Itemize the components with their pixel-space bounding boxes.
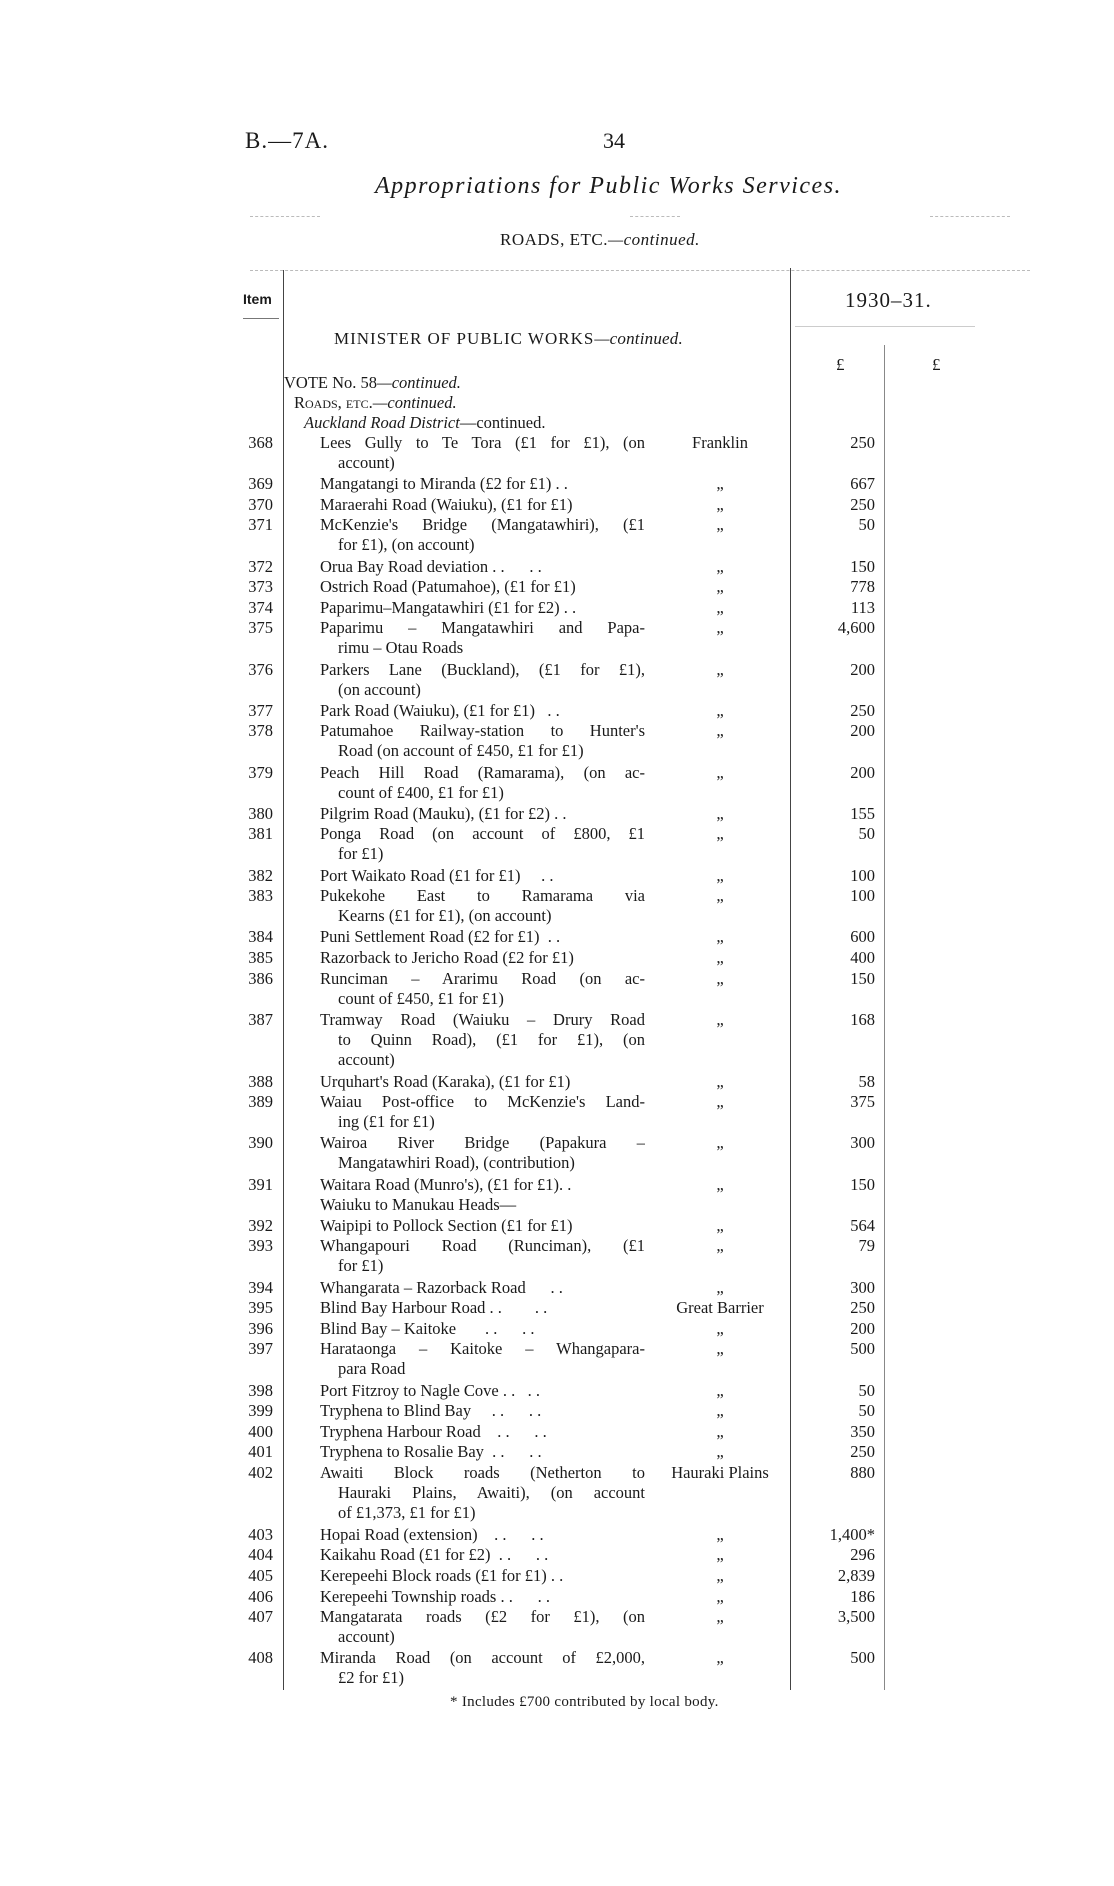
description-line: for £1) [338,844,384,864]
electoral-district: „ [716,1421,724,1441]
item-description [320,1010,645,1070]
electoral-district: „ [716,1401,724,1421]
item-number: 372 [248,556,273,576]
item-number: 380 [248,803,273,823]
footnote: * Includes £700 contributed by local body. [450,1694,719,1710]
description-line: Razorback to Jericho Road (£2 for £1) [320,948,574,967]
vote-heading [284,373,461,393]
roads-main: Roads, etc. [294,393,373,412]
item-number: 391 [248,1174,273,1194]
amount-value: 350 [850,1421,875,1441]
electoral-district: „ [716,1009,724,1029]
item-description [320,927,645,947]
item-number: 382 [248,865,273,885]
description-line: Blind Bay – Kaitoke . . . . [320,1318,535,1338]
electoral-district: „ [716,1607,724,1627]
description-line: ing (£1 for £1) [338,1112,435,1132]
electoral-district: „ [716,1092,724,1112]
item-number: 407 [248,1607,273,1627]
description-line: Runciman – Ararimu Road (on ac- [320,968,645,988]
item-number: 387 [248,1009,273,1029]
description-line: Tryphena Harbour Road . . . . [320,1421,547,1441]
description-line: Whangarata – Razorback Road . . [320,1277,563,1297]
amount-value: 100 [850,886,875,906]
electoral-district: „ [716,1277,724,1297]
item-number: 398 [248,1380,273,1400]
electoral-district: „ [716,1586,724,1606]
description-line: count of £400, £1 for £1) [338,782,504,802]
amount-value: 500 [850,1648,875,1668]
item-number: 378 [248,721,273,741]
item-number: 369 [248,474,273,494]
item-description [320,1587,645,1607]
electoral-district: „ [716,597,724,617]
description-line: Port Fitzroy to Nagle Cove . . . . [320,1380,540,1400]
item-number: 396 [248,1318,273,1338]
item-number: 389 [248,1092,273,1112]
amount-value: 250 [850,700,875,720]
electoral-district: „ [716,515,724,535]
item-number: 395 [248,1298,273,1318]
description-line: Kerepeehi Block roads (£1 for £1) . . [320,1566,564,1585]
amount-value: 113 [850,597,875,617]
item-number: 394 [248,1277,273,1297]
electoral-district: „ [716,824,724,844]
description-line: Ponga Road (on account of £800, £1 [320,824,645,844]
item-description [320,866,645,886]
item-description [320,1381,645,1401]
item-description [320,1401,645,1421]
electoral-district: „ [716,1524,724,1544]
description-line: Pilgrim Road (Mauku), (£1 for £2) . . [320,803,567,823]
amount-value: 667 [850,474,875,494]
column-header-item: Item [243,291,272,307]
item-description [320,1072,645,1092]
description-line: Waitara Road (Munro's), (£1 for £1). . [320,1174,572,1194]
amount-value: 400 [850,948,875,967]
vote-main: VOTE No. 58 [284,373,378,392]
description-line: count of £450, £1 for £1) [338,988,504,1008]
item-number: 368 [248,433,273,452]
description-line: Mangatangi to Miranda (£2 for £1) . . [320,474,568,494]
item-description [320,1216,645,1236]
amount-value: 500 [850,1339,875,1359]
item-description [320,660,645,700]
item-description [320,721,645,761]
item-number: 390 [248,1133,273,1153]
amount-value: 150 [850,556,875,576]
description-line: Patumahoe Railway-station to Hunter's [320,721,645,741]
description-line: Paparimu–Mangatawhiri (£1 for £2) . . [320,597,577,617]
description-line: Puni Settlement Road (£2 for £1) . . [320,927,561,947]
description-line: account) [338,453,395,472]
description-line: Waiau Post-office to McKenzie's Land- [320,1092,645,1112]
item-number: 373 [248,577,273,597]
currency-symbol-2: £ [932,355,941,374]
description-line: Whangapouri Road (Runciman), (£1 [320,1236,645,1256]
description-line: Peach Hill Road (Ramarama), (on ac- [320,762,645,782]
item-number: 379 [248,762,273,782]
description-line: £2 for £1) [338,1668,404,1688]
currency-symbol-1: £ [836,355,845,374]
description-line: Wairoa River Bridge (Papakura – [320,1133,645,1153]
amount-value: 296 [850,1545,875,1565]
electoral-district: „ [716,1236,724,1256]
electoral-district: „ [716,865,724,885]
electoral-district: „ [716,1071,724,1091]
decor-rule [930,216,1010,217]
description-line: (on account) [338,679,421,699]
description-line: Kerepeehi Township roads . . . . [320,1586,550,1606]
description-line: Harataonga – Kaitoke – Whangapara- [320,1339,645,1359]
item-number: 406 [248,1586,273,1606]
amount-value: 79 [858,1236,875,1256]
electoral-district: „ [716,886,724,906]
item-number: 404 [248,1545,273,1565]
amount-value: 200 [850,721,875,741]
decor-rule [630,216,680,217]
electoral-district: „ [716,948,724,967]
description-line: Orua Bay Road deviation . . . . [320,556,542,576]
description-line: account) [338,1627,395,1647]
description-line: for £1), (on account) [338,535,475,555]
amount-value: 778 [850,577,875,597]
electoral-district: „ [716,1442,724,1462]
description-line: McKenzie's Bridge (Mangatawhiri), (£1 [320,515,645,535]
electoral-district: „ [716,1215,724,1235]
electoral-district: „ [716,968,724,988]
description-line: Tryphena to Blind Bay . . . . [320,1401,542,1421]
item-description [320,577,645,597]
electoral-district: „ [716,1545,724,1565]
electoral-district: „ [716,762,724,782]
description-line: para Road [338,1359,406,1379]
description-line: Port Waikato Road (£1 for £1) . . [320,865,554,885]
electoral-district: „ [716,1648,724,1668]
item-number: 375 [248,618,273,638]
description-line: Paparimu – Mangatawhiri and Papa- [320,618,645,638]
item-number: 374 [248,597,273,617]
vote-continued: —continued. [377,373,461,392]
electoral-district: Franklin [692,433,748,452]
amount-value: 150 [850,1174,875,1194]
amount-value: 168 [850,1009,875,1029]
subtitle-main: ROADS, ETC. [500,230,608,249]
item-description [320,1442,645,1462]
item-column-divider [283,270,284,1690]
description-line: Mangatarata roads (£2 for £1), (on [320,1607,645,1627]
item-number: 383 [248,886,273,906]
item-description [320,1319,645,1339]
amount-value: 300 [850,1133,875,1153]
description-line: Awaiti Block roads (Netherton to [320,1463,645,1482]
electoral-district: „ [716,803,724,823]
amount-value: 150 [850,968,875,988]
item-description [320,1545,645,1565]
item-number: 370 [248,494,273,514]
page-title: Appropriations for Public Works Services. [375,173,843,199]
roads-heading [294,393,457,413]
column-header-year: 1930–31. [845,288,932,312]
description-line: Urquhart's Road (Karaka), (£1 for £1) [320,1071,571,1091]
item-description [320,1175,645,1195]
description-line: for £1) [338,1256,384,1276]
item-description [320,1648,645,1688]
electoral-district: „ [716,659,724,679]
item-number: 381 [248,824,273,844]
description-line: Tramway Road (Waiuku – Drury Road [320,1009,645,1029]
amount-value: 2,839 [837,1566,875,1585]
amount-value: 3,500 [837,1607,875,1627]
description-line: of £1,373, £1 for £1) [338,1503,476,1522]
item-description [320,1463,645,1523]
minister-continued: —continued. [594,329,683,348]
item-number: 388 [248,1071,273,1091]
electoral-district: „ [716,700,724,720]
amount-value: 58 [858,1071,875,1091]
description-line: Miranda Road (on account of £2,000, [320,1648,645,1668]
electoral-district: Hauraki Plains [671,1463,769,1482]
electoral-district: „ [716,474,724,494]
description-line: Hopai Road (extension) . . . . [320,1524,544,1544]
subtitle-continued: —continued. [607,230,700,249]
electoral-district: „ [716,556,724,576]
item-number: 377 [248,700,273,720]
item-description [320,1133,645,1173]
item-number: 401 [248,1442,273,1462]
amount-value: 50 [858,824,875,844]
description-line: Hauraki Plains, Awaiti), (on account [338,1483,645,1502]
item-description [320,1298,645,1318]
district-main: Auckland Road District [304,413,460,432]
electoral-district: „ [716,1133,724,1153]
description-line: to Quinn Road), (£1 for £1), (on [338,1029,645,1049]
item-description [320,433,645,473]
amount-value: 4,600 [837,618,875,638]
amount-value: 250 [850,433,875,452]
minister-heading [334,329,683,349]
item-description [320,701,645,721]
electoral-district: „ [716,1318,724,1338]
description-line: rimu – Otau Roads [338,638,464,658]
district-continued: —continued. [459,413,546,432]
electoral-district: „ [716,618,724,638]
section-subtitle [500,230,700,250]
amount-value: 200 [850,1318,875,1338]
description-line: Kearns (£1 for £1), (on account) [338,906,552,926]
item-number: 393 [248,1236,273,1256]
electoral-district: „ [716,1380,724,1400]
electoral-district: „ [716,494,724,514]
amount-value: 155 [850,803,875,823]
item-number: 386 [248,968,273,988]
item-number: 405 [248,1566,273,1585]
item-description [320,474,645,494]
item-description [320,1525,645,1545]
item-description [320,1422,645,1442]
amount-value: 300 [850,1277,875,1297]
electoral-district: „ [716,577,724,597]
amount-value: 200 [850,762,875,782]
electoral-district: „ [716,1339,724,1359]
item-number: 403 [248,1524,273,1544]
item-description [320,618,645,658]
item-description [320,804,645,824]
item-description [320,969,645,1009]
item-number: 402 [248,1463,273,1482]
item-description [320,598,645,618]
item-number: 392 [248,1215,273,1235]
description-line: Ostrich Road (Patumahoe), (£1 for £1) [320,577,576,597]
item-description [320,557,645,577]
item-header-rule [243,318,279,319]
subheading-line: Waiuku to Manukau Heads— [320,1195,517,1215]
year-header-rule [795,326,975,327]
electoral-district: „ [716,721,724,741]
description-line: Pukekohe East to Ramarama via [320,886,645,906]
description-line: Kaikahu Road (£1 for £2) . . . . [320,1545,549,1565]
electoral-district: „ [716,1566,724,1585]
page-number: 34 [603,128,625,153]
description-line: Parkers Lane (Buckland), (£1 for £1), [320,659,645,679]
description-line: Blind Bay Harbour Road . . . . [320,1298,548,1318]
amount-value: 375 [850,1092,875,1112]
minister-main: MINISTER OF PUBLIC WORKS [334,329,595,348]
description-line: Tryphena to Rosalie Bay . . . . [320,1442,542,1462]
electoral-district: Great Barrier [676,1298,764,1318]
item-description [320,1607,645,1647]
table-top-rule [250,270,1030,271]
item-description [320,1092,645,1132]
item-number: 397 [248,1339,273,1359]
amount-value: 1,400* [829,1524,875,1544]
description-line: Lees Gully to Te Tora (£1 for £1), (on [320,433,645,452]
amount-value: 200 [850,659,875,679]
item-description [320,1278,645,1298]
amount-value: 100 [850,865,875,885]
amount-value: 250 [850,1298,875,1318]
decor-rule [250,216,320,217]
district-heading [304,413,546,433]
item-description [320,886,645,926]
electoral-district: „ [716,1174,724,1194]
amount-value: 50 [858,1380,875,1400]
item-number: 399 [248,1401,273,1421]
description-line: Waipipi to Pollock Section (£1 for £1) [320,1215,573,1235]
item-number: 408 [248,1648,273,1668]
item-number: 385 [248,948,273,967]
amount-value: 880 [850,1463,875,1482]
amount-value: 564 [850,1215,875,1235]
total-column-divider [884,345,885,1690]
item-description [320,515,645,555]
amount-value: 250 [850,494,875,514]
item-number: 384 [248,927,273,947]
item-description [320,948,645,968]
item-description [320,1566,645,1586]
amount-value: 50 [858,515,875,535]
description-line: Mangatawhiri Road), (contribution) [338,1153,575,1173]
item-description [320,495,645,515]
item-description [320,1236,645,1276]
item-number: 371 [248,515,273,535]
item-number: 376 [248,659,273,679]
amount-value: 186 [850,1586,875,1606]
amount-value: 600 [850,927,875,947]
item-description [320,1339,645,1379]
document-reference: B.—7A. [245,128,329,153]
electoral-district: „ [716,927,724,947]
description-line: Maraerahi Road (Waiuku), (£1 for £1) [320,494,573,514]
roads-continued: —continued. [372,393,457,412]
description-line: Park Road (Waiuku), (£1 for £1) . . [320,700,560,720]
amount-value: 50 [858,1401,875,1421]
item-number: 400 [248,1421,273,1441]
item-description [320,824,645,864]
amount-value: 250 [850,1442,875,1462]
description-line: account) [338,1049,395,1069]
item-description [320,763,645,803]
description-line: Road (on account of £450, £1 for £1) [338,741,584,761]
